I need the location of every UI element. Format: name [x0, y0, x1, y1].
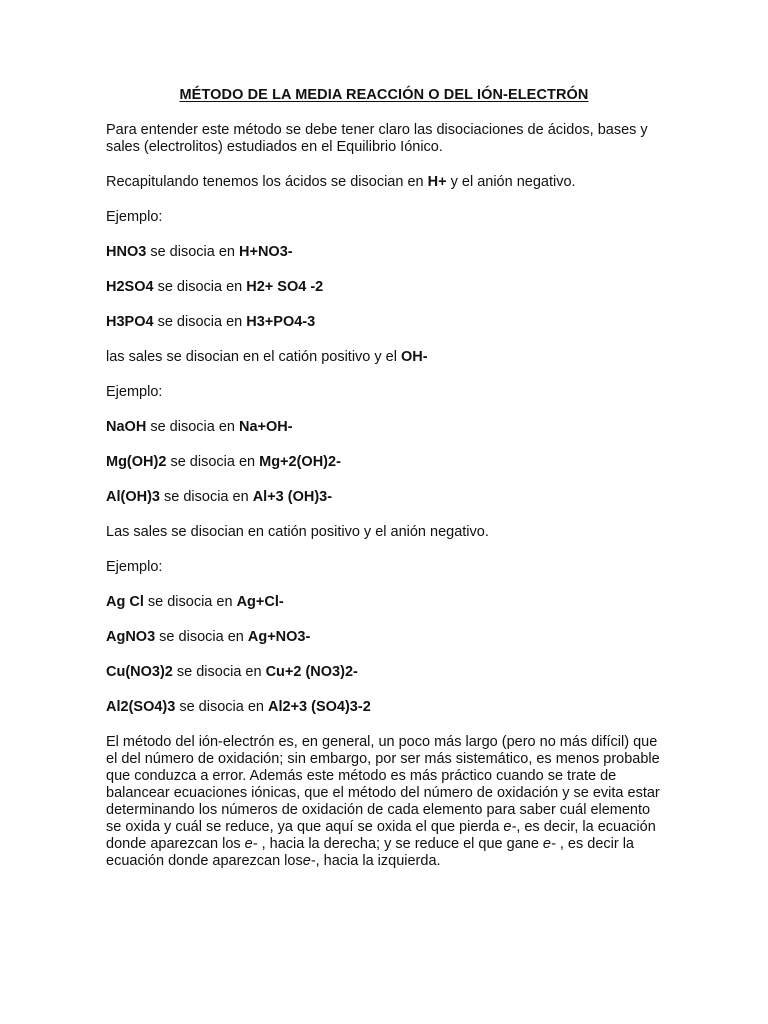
salt-line	[106, 664, 666, 681]
recap-suffix: y el anión negativo.	[446, 174, 576, 190]
electron-symbol: e-	[244, 836, 258, 852]
connector-text: se disocia en	[153, 314, 247, 330]
base-formula: NaOH	[106, 419, 147, 435]
base-line	[106, 454, 666, 471]
base-line	[106, 489, 666, 506]
connector-text: se disocia en	[153, 279, 247, 295]
connector-text: se disocia en	[143, 594, 237, 610]
electron-symbol: e-	[503, 819, 517, 835]
bases-intro	[106, 349, 666, 366]
bases-intro-text: las sales se disocian en el catión positivo y el	[106, 349, 401, 365]
recap-bold: H+	[427, 174, 447, 190]
final-text: , es decir, la ecuación donde aparezcan los	[106, 819, 656, 852]
connector-text: se disocia en	[146, 419, 239, 435]
acid-formula: H2SO4	[106, 279, 154, 295]
document-body	[106, 122, 666, 888]
base-ions: Al+3 (OH)3-	[252, 489, 333, 505]
salts-intro: Las sales se disocian en catión positivo y el anión negativo.	[106, 524, 489, 540]
salt-formula: AgNO3	[106, 629, 156, 645]
acid-line	[106, 314, 666, 331]
salt-ions: Ag+NO3-	[247, 629, 311, 645]
salt-formula: Al2(SO4)3	[106, 699, 176, 715]
recap-text: Recapitulando tenemos los ácidos se disocian en	[106, 174, 428, 190]
acid-ions: H2+ SO4 -2	[246, 279, 324, 295]
acid-ions: H+NO3-	[239, 244, 293, 260]
salt-line	[106, 699, 666, 716]
connector-text: se disocia en	[175, 699, 269, 715]
electron-symbol: e-	[302, 853, 316, 869]
ejemplo-label-bases: Ejemplo:	[106, 384, 163, 400]
base-ions: Mg+2(OH)2-	[259, 454, 341, 470]
ejemplo-label-salts: Ejemplo:	[106, 559, 163, 575]
connector-text: se disocia en	[166, 454, 260, 470]
salt-formula: Ag Cl	[106, 594, 144, 610]
acid-formula: H3PO4	[106, 314, 154, 330]
salt-formula: Cu(NO3)2	[106, 664, 173, 680]
final-text: El método del ión-electrón es, en general, un poco más largo (pero no más difícil) que el del número de oxidación; sin embargo, por ser más sistemático, es menos probable que conduzca a error. Además este método es más práctico cuando se trate de balancear ecuaciones iónicas, que el método del número de oxidación y se evita estar determinando los números de oxidación de cada elemento para saber cuál elemento se oxida y cuál se reduce, ya que aquí se oxida el que pierda	[106, 734, 660, 835]
intro-paragraph: Para entender este método se debe tener claro las disociaciones de ácidos, bases y sales (electrolitos) estudiados en el Equilibrio Iónico.	[106, 122, 648, 155]
salt-ions: Cu+2 (NO3)2-	[265, 664, 358, 680]
salt-line	[106, 594, 666, 611]
salt-ions: Ag+Cl-	[236, 594, 284, 610]
base-formula: Mg(OH)2	[106, 454, 167, 470]
base-line	[106, 419, 666, 436]
page-title: MÉTODO DE LA MEDIA REACCIÓN O DEL IÓN-ELECTRÓN	[179, 87, 589, 103]
final-text: , hacia la derecha; y se reduce el que gane	[257, 836, 543, 852]
connector-text: se disocia en	[146, 244, 239, 260]
connector-text: se disocia en	[172, 664, 266, 680]
final-paragraph	[106, 734, 666, 870]
connector-text: se disocia en	[159, 489, 253, 505]
electron-symbol: e-	[542, 836, 556, 852]
bases-intro-bold: OH-	[401, 349, 428, 365]
base-ions: Na+OH-	[239, 419, 293, 435]
ejemplo-label-acids: Ejemplo:	[106, 209, 163, 225]
acid-line	[106, 279, 666, 296]
base-formula: Al(OH)3	[106, 489, 160, 505]
acid-ions: H3+PO4-3	[246, 314, 316, 330]
recap-paragraph	[106, 174, 666, 191]
final-text: , hacia la izquierda.	[315, 853, 441, 869]
salt-ions: Al2+3 (SO4)3-2	[268, 699, 371, 715]
acid-line	[106, 244, 666, 261]
connector-text: se disocia en	[155, 629, 248, 645]
final-text: , es decir la ecuación donde aparezcan los	[106, 836, 634, 869]
acid-formula: HNO3	[106, 244, 147, 260]
salt-line	[106, 629, 666, 646]
